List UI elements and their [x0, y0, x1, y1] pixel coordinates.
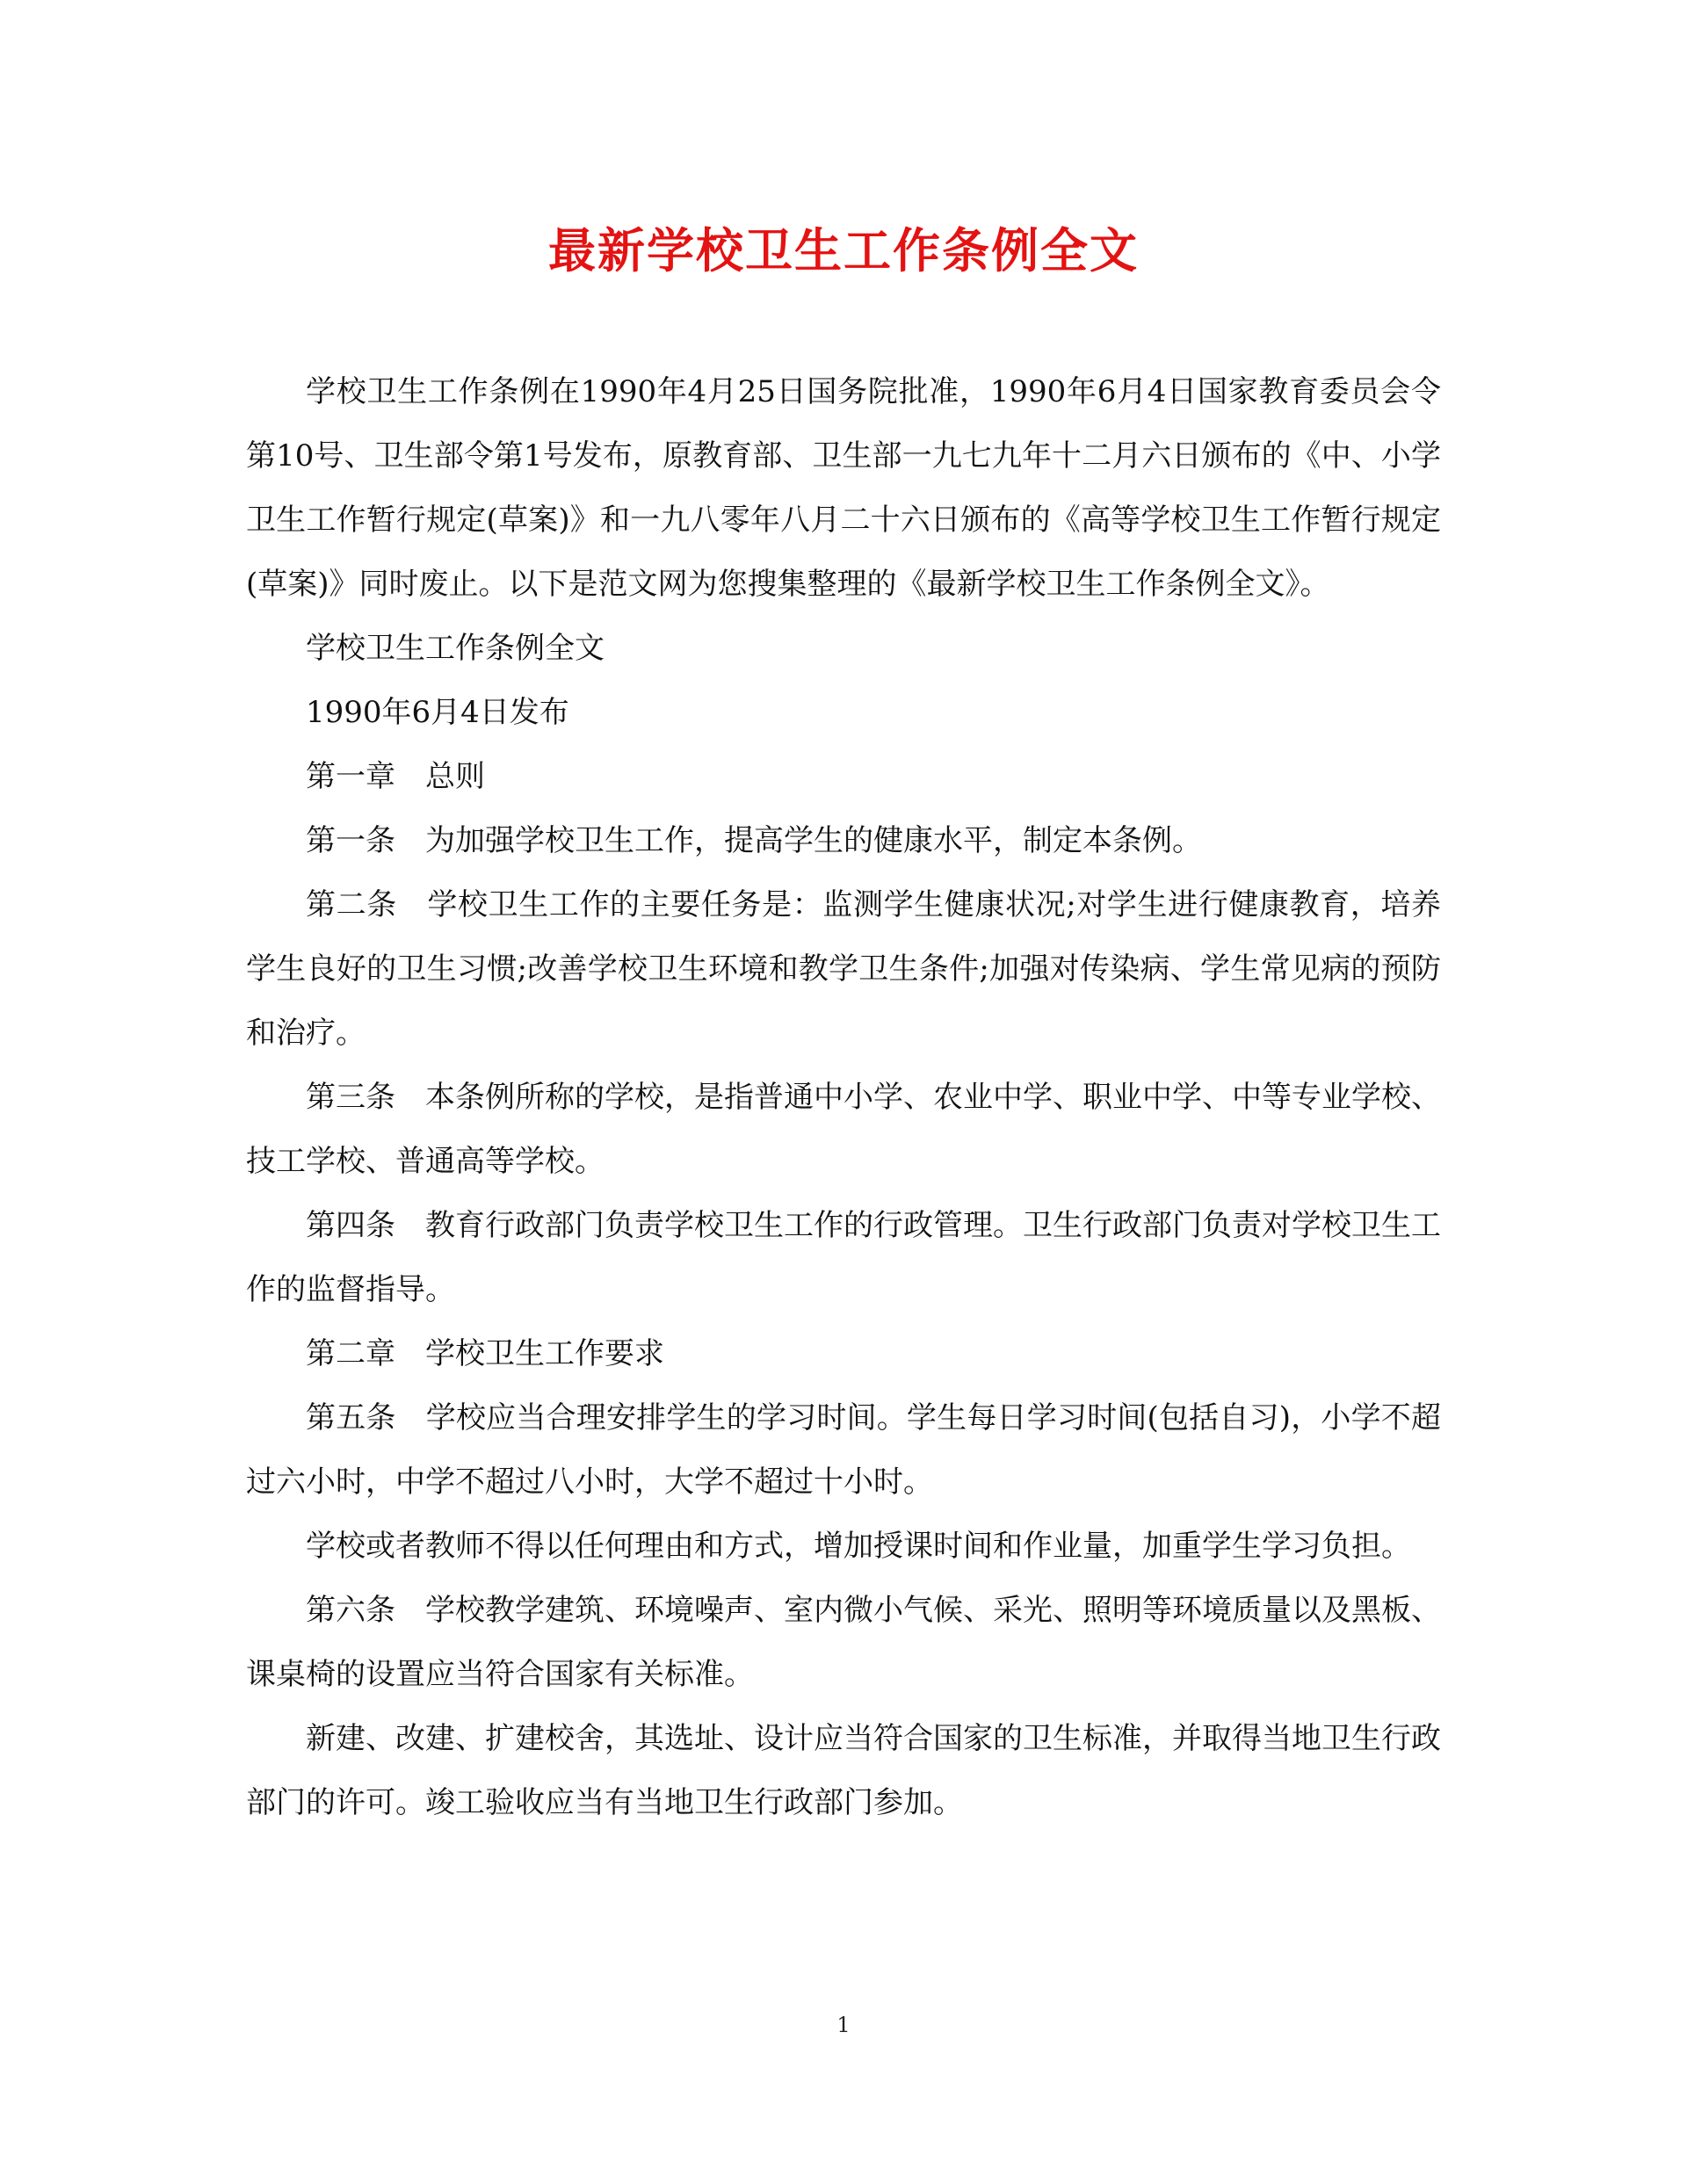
article-two: 第二条 学校卫生工作的主要任务是：监测学生健康状况;对学生进行健康教育，培养学生良好的卫生习惯;改善学校卫生环境和教学卫生条件;加强对传染病、学生常见病的预防和治疗。 [246, 887, 1441, 1051]
page-number: 1 [836, 2013, 851, 2037]
article-four: 第四条 教育行政部门负责学校卫生工作的行政管理。卫生行政部门负责对学校卫生工作的监督指导。 [246, 1208, 1441, 1307]
article-five: 第五条 学校应当合理安排学生的学习时间。学生每日学习时间(包括自习)，小学不超过六小时，中学不超过八小时，大学不超过十小时。 [246, 1400, 1441, 1500]
document-title: 最新学校卫生工作条例全文 [548, 222, 1139, 278]
chapter-two-heading: 第二章 学校卫生工作要求 [306, 1336, 664, 1371]
article-five-continuation: 学校或者教师不得以任何理由和方式，增加授课时间和作业量，加重学生学习负担。 [306, 1529, 1411, 1564]
document-body [246, 360, 1441, 1835]
article-six: 第六条 学校教学建筑、环境噪声、室内微小气候、采光、照明等环境质量以及黑板、课桌椅的设置应当符合国家有关标准。 [246, 1593, 1441, 1692]
regulation-heading: 学校卫生工作条例全文 [306, 631, 605, 666]
article-three: 第三条 本条例所称的学校，是指普通中小学、农业中学、职业中学、中等专业学校、技工学校、普通高等学校。 [246, 1080, 1441, 1179]
chapter-one-heading: 第一章 总则 [306, 759, 485, 794]
intro-paragraph: 学校卫生工作条例在1990年4月25日国务院批准，1990年6月4日国家教育委员会令第10号、卫生部令第1号发布，原教育部、卫生部一九七九年十二月六日颁布的《中、小学卫生工作暂行规定(草案)》和一九八零年八月二十六日颁布的《高等学校卫生工作暂行规定(草案)》同时废止。以下是范文网为您搜集整理的《最新学校卫生工作条例全文》。 [246, 374, 1441, 602]
publish-date: 1990年6月4日发布 [306, 695, 569, 730]
article-one: 第一条 为加强学校卫生工作，提高学生的健康水平，制定本条例。 [306, 823, 1202, 858]
article-six-continuation: 新建、改建、扩建校舍，其选址、设计应当符合国家的卫生标准，并取得当地卫生行政部门的许可。竣工验收应当有当地卫生行政部门参加。 [246, 1721, 1441, 1820]
